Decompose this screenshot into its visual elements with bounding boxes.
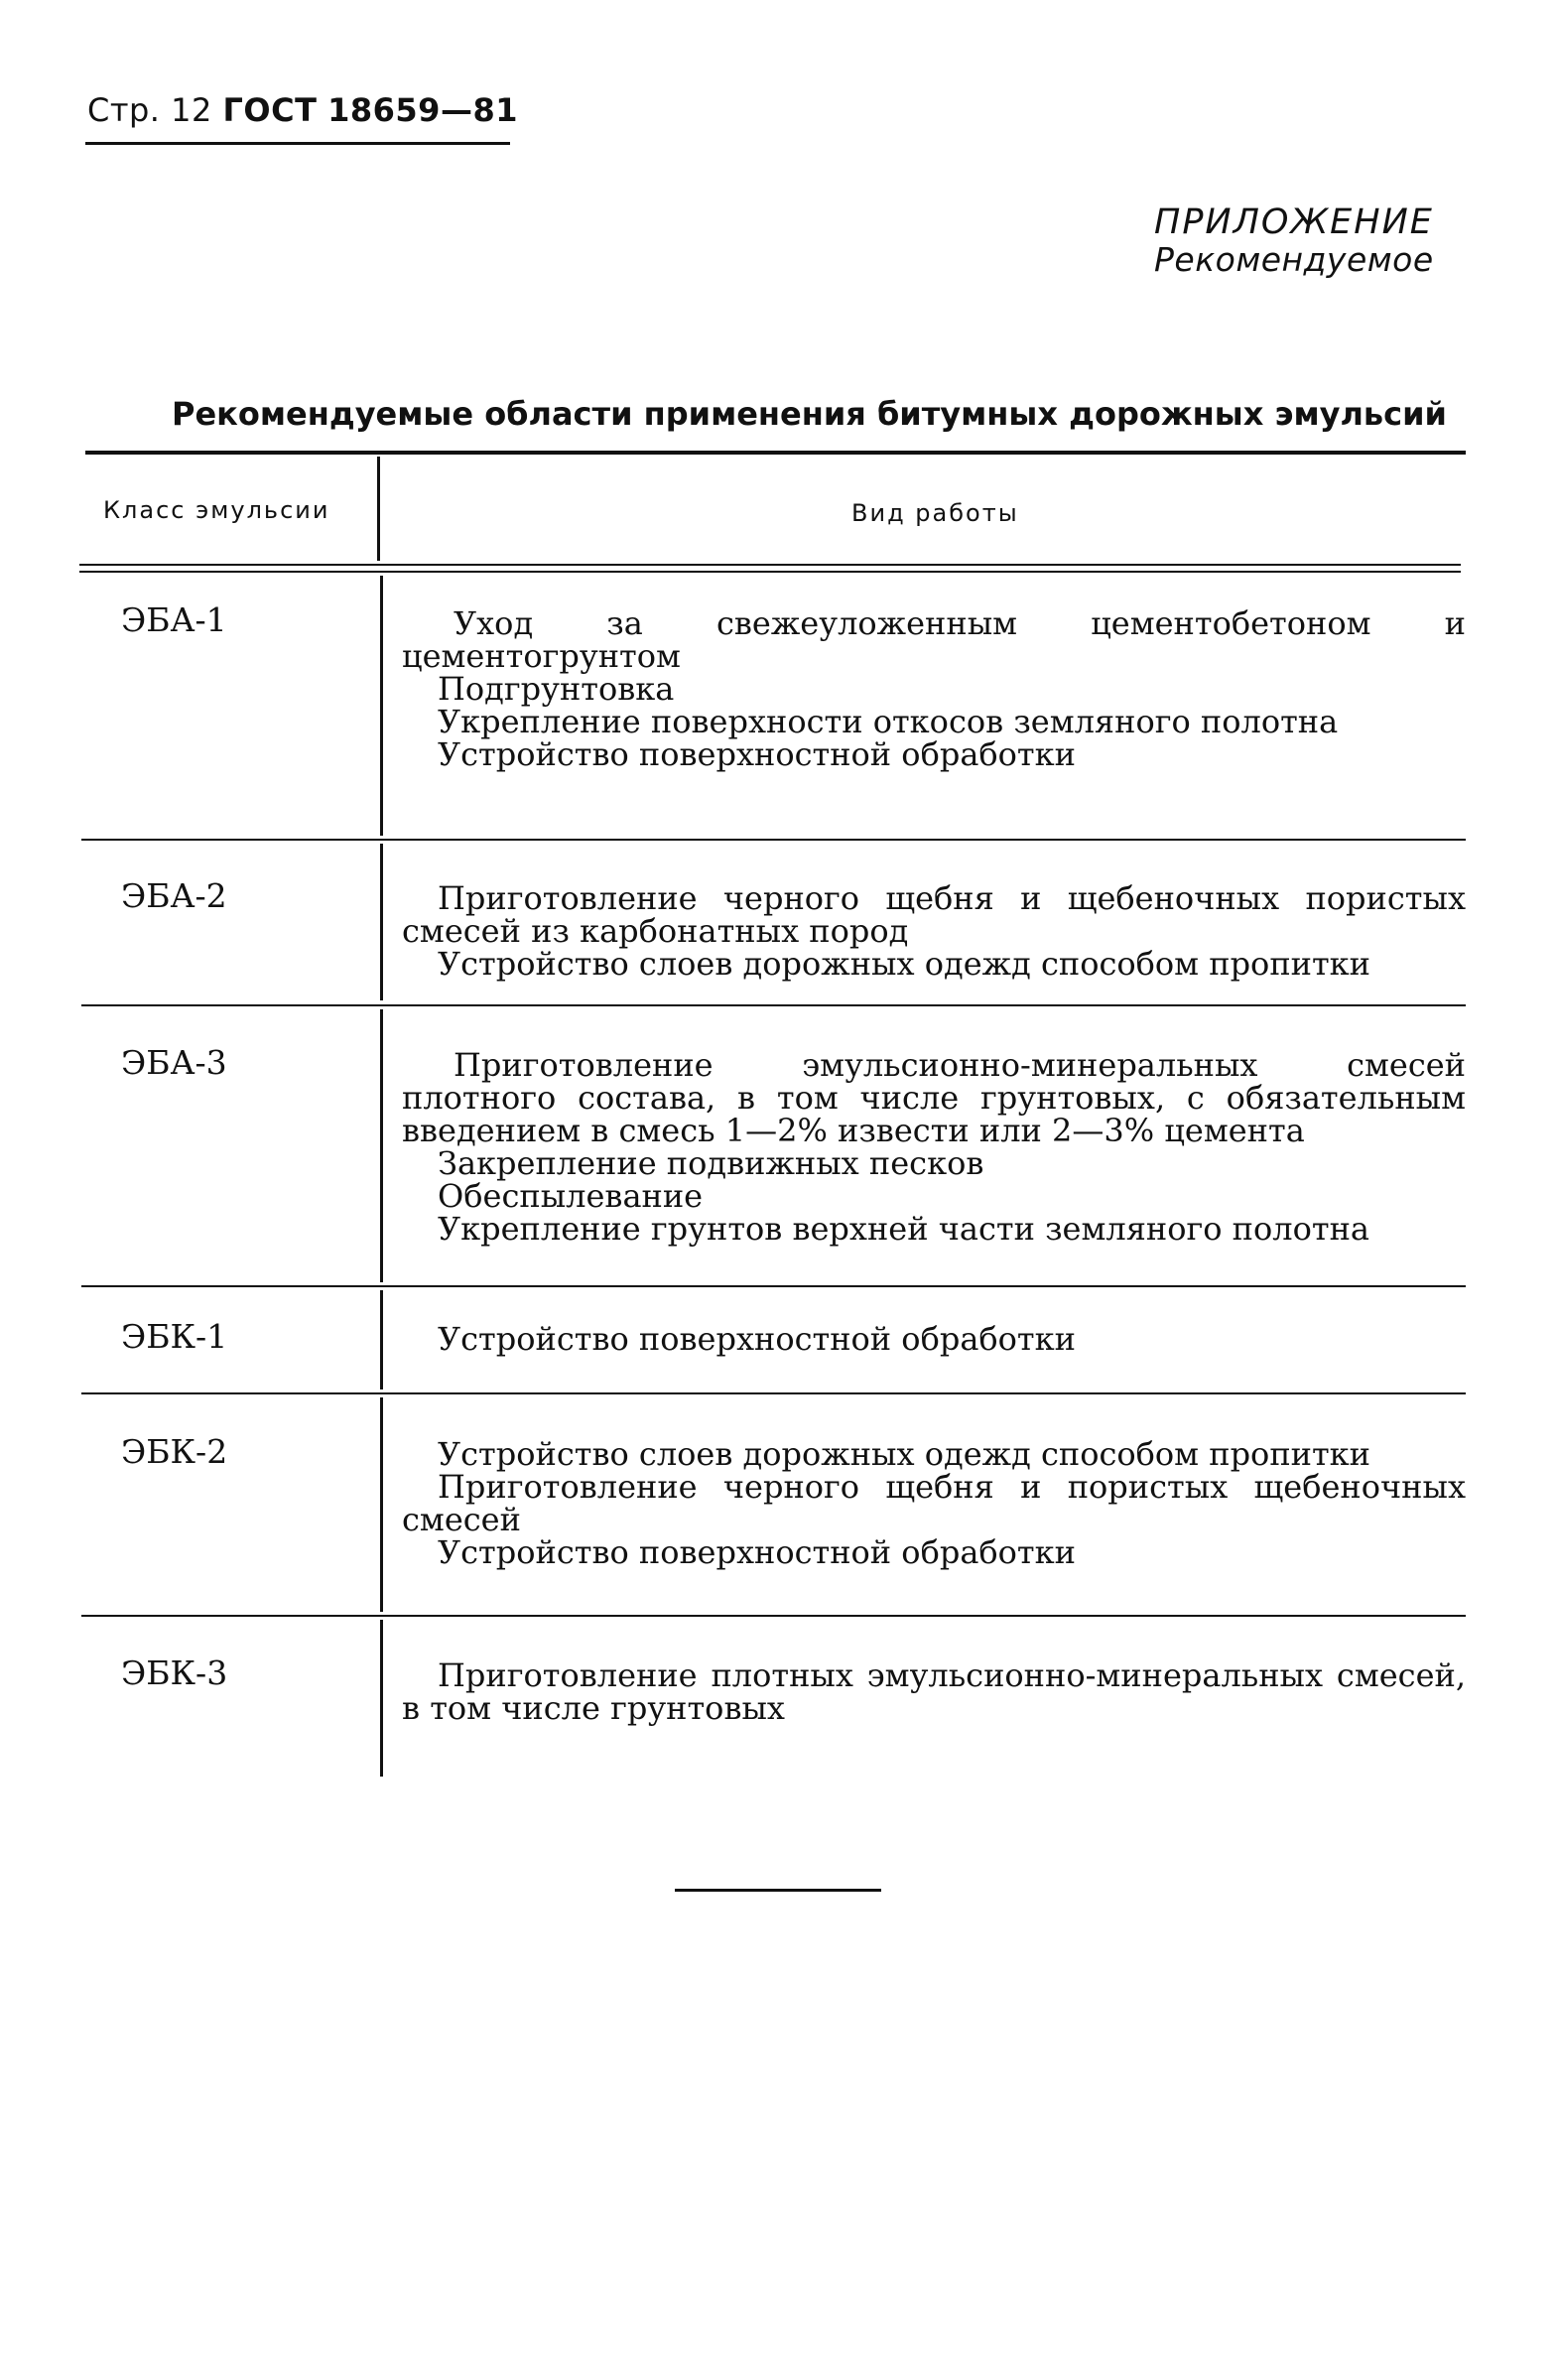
appendix-block (1154, 203, 1434, 278)
column-separator (380, 844, 383, 1000)
work-item: Закрепление подвижных песков (438, 1144, 984, 1182)
work-list (402, 1435, 1466, 1571)
work-item: Укрепление грунтов верхней части земляного полотна (438, 1210, 1369, 1248)
header-bottom-rule-2 (79, 571, 1461, 573)
appendix-title: ПРИЛОЖЕНИЕ (1154, 202, 1434, 242)
standard-number: 18659—81 (327, 91, 518, 129)
work-item: Уход за свежеуложенным цементобетоном и цементогрунтом (402, 604, 1466, 675)
table-title: Рекомендуемые области применения битумных дорожных эмульсий (172, 395, 1447, 433)
column-separator (380, 576, 383, 836)
page-header (87, 91, 518, 129)
work-item: Обеспылевание (438, 1177, 704, 1215)
emulsion-class: ЭБА-3 (121, 1043, 227, 1082)
work-item: Подгрунтовка (438, 670, 675, 708)
work-item: Устройство поверхностной обработки (438, 1533, 1076, 1571)
column-separator (380, 1290, 383, 1389)
work-item: Приготовление черного щебня и щебеночных пористых смесей из карбонатных пород (402, 879, 1466, 950)
emulsion-class: ЭБА-1 (121, 600, 227, 639)
work-item: Устройство поверхностной обработки (438, 1320, 1076, 1358)
work-list (402, 1046, 1466, 1248)
row-divider (81, 1004, 1466, 1006)
emulsion-class: ЭБК-1 (121, 1317, 228, 1356)
work-list (402, 604, 1466, 773)
work-list (402, 1656, 1466, 1727)
row-divider (81, 839, 1466, 841)
column-separator (380, 1397, 383, 1612)
header-bottom-rule (79, 564, 1461, 566)
column-separator (380, 1009, 383, 1282)
work-list (402, 1320, 1466, 1358)
row-divider (81, 1615, 1466, 1617)
work-item: Устройство слоев дорожных одежд способом пропитки (438, 945, 1370, 983)
column-separator (380, 1620, 383, 1777)
column-header-work: Вид работы (851, 499, 1019, 527)
work-list (402, 879, 1466, 983)
appendix-subtitle: Рекомендуемое (1154, 239, 1434, 279)
end-rule (675, 1889, 881, 1892)
emulsion-class: ЭБК-2 (121, 1432, 228, 1471)
column-header-class: Класс эмульсии (103, 496, 330, 524)
header-rule (85, 142, 510, 145)
emulsion-class: ЭБА-2 (121, 876, 227, 915)
row-divider (81, 1285, 1466, 1287)
column-separator (377, 457, 380, 561)
work-item: Приготовление плотных эмульсионно-минеральных смесей, в том числе грунтовых (402, 1656, 1466, 1727)
work-item: Приготовление черного щебня и пористых щебеночных смесей (402, 1468, 1466, 1538)
table-top-rule (85, 451, 1466, 455)
work-item: Приготовление эмульсионно-минеральных смесей плотного состава, в том числе грунтовых, с обязательным введением в смесь 1—2% извести или 2—3% цемента (402, 1046, 1466, 1149)
work-item: Устройство поверхностной обработки (438, 735, 1076, 773)
work-item: Укрепление поверхности откосов земляного полотна (438, 703, 1339, 740)
page-number: Стр. 12 (87, 91, 212, 129)
emulsion-class: ЭБК-3 (121, 1653, 228, 1692)
row-divider (81, 1392, 1466, 1394)
work-item: Устройство слоев дорожных одежд способом пропитки (438, 1435, 1370, 1473)
standard-name: ГОСТ (222, 91, 318, 129)
